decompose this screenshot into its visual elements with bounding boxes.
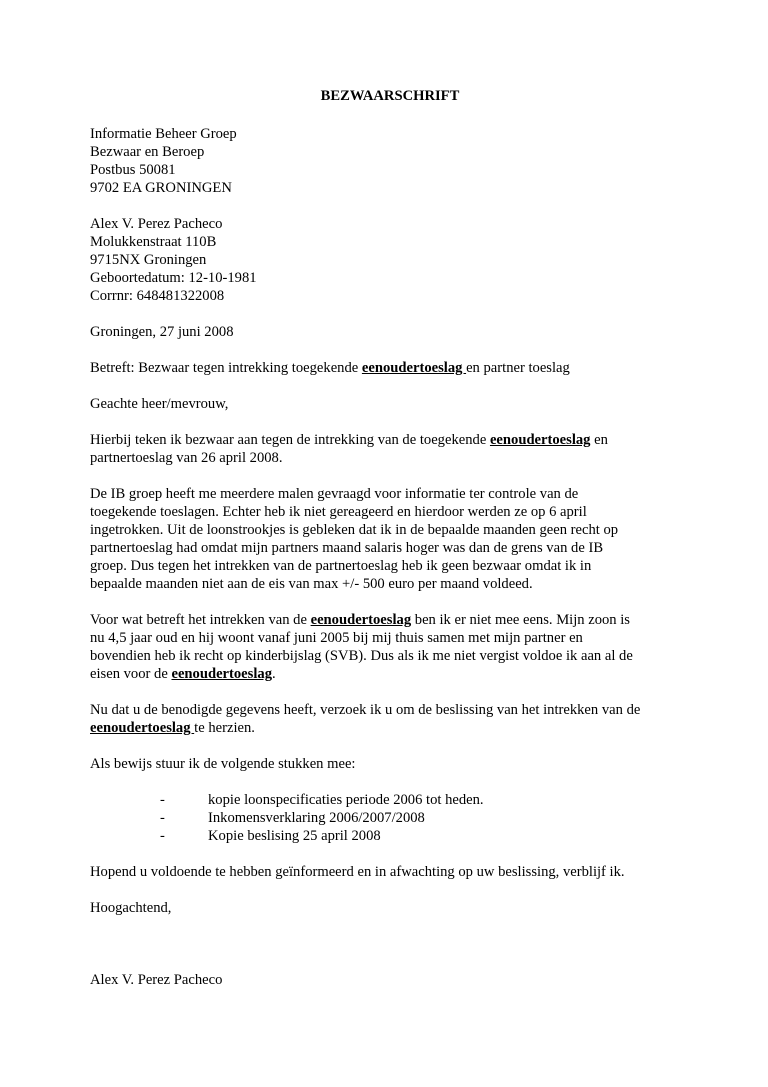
paragraph-line: bovendien heb ik recht op kinderbijslag (SVB). Dus als ik me niet vergist voldoe ik aan al de: [90, 648, 633, 664]
list-dash: -: [160, 828, 165, 844]
recipient-line: 9702 EA GRONINGEN: [90, 180, 232, 196]
list-item-text: Kopie beslising 25 april 2008: [208, 828, 381, 844]
recipient-line: Informatie Beheer Groep: [90, 126, 237, 142]
paragraph-line: [90, 611, 690, 629]
paragraph-line: [90, 431, 690, 449]
letter-body: [90, 87, 690, 989]
para4-post: te herzien.: [194, 720, 255, 736]
sender-line: Molukkenstraat 110B: [90, 234, 217, 250]
enclosure-list: [90, 791, 690, 845]
para3-l4-pre: eisen voor de: [90, 666, 172, 682]
list-item-text: kopie loonspecificaties periode 2006 tot heden.: [208, 792, 484, 808]
paragraph-4: [90, 701, 690, 737]
paragraph-line: partnertoeslag van 26 april 2008.: [90, 450, 283, 466]
closing: Hoogachtend,: [90, 900, 172, 916]
paragraph-line: nu 4,5 jaar oud en hij woont vanaf juni 2005 bij mij thuis samen met mijn partner en: [90, 630, 583, 646]
list-dash: -: [160, 792, 165, 808]
list-item-text: Inkomensverklaring 2006/2007/2008: [208, 810, 425, 826]
subject-suffix: en partner toeslag: [466, 360, 570, 376]
list-item: [90, 827, 690, 845]
paragraph-line: De IB groep heeft me meerdere malen gevraagd voor informatie ter controle van de: [90, 486, 579, 502]
paragraph-line: Nu dat u de benodigde gegevens heeft, verzoek ik u om de beslissing van het intrekken van de: [90, 702, 641, 718]
para3-post: ben ik er niet mee eens. Mijn zoon is: [411, 612, 630, 628]
para3-l4-post: .: [272, 666, 276, 682]
recipient-line: Postbus 50081: [90, 162, 176, 178]
para1-pre: Hierbij teken ik bezwaar aan tegen de intrekking van de toegekende: [90, 432, 490, 448]
sender-address: [90, 215, 690, 305]
para3-pre: Voor wat betreft het intrekken van de: [90, 612, 311, 628]
para4-keyword: eenoudertoeslag: [90, 720, 195, 736]
paragraph-line: bepaalde maanden niet aan de eis van max +/- 500 euro per maand voldeed.: [90, 576, 533, 592]
sender-line: 9715NX Groningen: [90, 252, 207, 268]
paragraph-3: [90, 611, 690, 683]
paragraph-line: [90, 719, 690, 737]
subject-prefix: Betreft: Bezwaar tegen intrekking toegekende: [90, 360, 362, 376]
para3-keyword-2: eenoudertoeslag: [171, 666, 272, 682]
sender-line: Geboortedatum: 12-10-1981: [90, 270, 257, 286]
sender-line: Alex V. Perez Pacheco: [90, 216, 223, 232]
closing-sentence: Hopend u voldoende te hebben geïnformeerd en in afwachting op uw beslissing, verblijf ik.: [90, 864, 625, 880]
list-dash: -: [160, 810, 165, 826]
paragraph-2: [90, 485, 690, 593]
paragraph-line: toegekende toeslagen. Echter heb ik niet gereageerd en hierdoor werden ze op 6 april: [90, 504, 587, 520]
recipient-line: Bezwaar en Beroep: [90, 144, 205, 160]
subject-line: [90, 359, 690, 377]
subject-keyword: eenoudertoeslag: [361, 360, 467, 376]
signature-name: Alex V. Perez Pacheco: [90, 972, 223, 988]
salutation: Geachte heer/mevrouw,: [90, 396, 229, 412]
para3-keyword: eenoudertoeslag: [310, 612, 412, 628]
list-item: [90, 809, 690, 827]
sender-line: Corrnr: 648481322008: [90, 288, 225, 304]
signature-space: [90, 917, 690, 971]
title-text: BEZWAARSCHRIFT: [320, 88, 460, 104]
list-item: [90, 791, 690, 809]
paragraph-1: [90, 431, 690, 467]
paragraph-line: groep. Dus tegen het intrekken van de partnertoeslag heb ik geen bezwaar omdat ik in: [90, 558, 592, 574]
recipient-address: [90, 125, 690, 197]
paragraph-line: ingetrokken. Uit de loonstrookjes is gebleken dat ik in de bepaalde maanden geen recht op: [90, 522, 619, 538]
para1-post: en: [590, 432, 608, 448]
letter-title: [90, 87, 690, 105]
paragraph-line: partnertoeslag had omdat mijn partners maand salaris hoger was dan de grens van de IB: [90, 540, 604, 556]
paragraph-line: [90, 665, 690, 683]
para1-keyword: eenoudertoeslag: [489, 432, 591, 448]
enclosures-intro: Als bewijs stuur ik de volgende stukken mee:: [90, 756, 356, 772]
date-line: Groningen, 27 juni 2008: [90, 324, 234, 340]
